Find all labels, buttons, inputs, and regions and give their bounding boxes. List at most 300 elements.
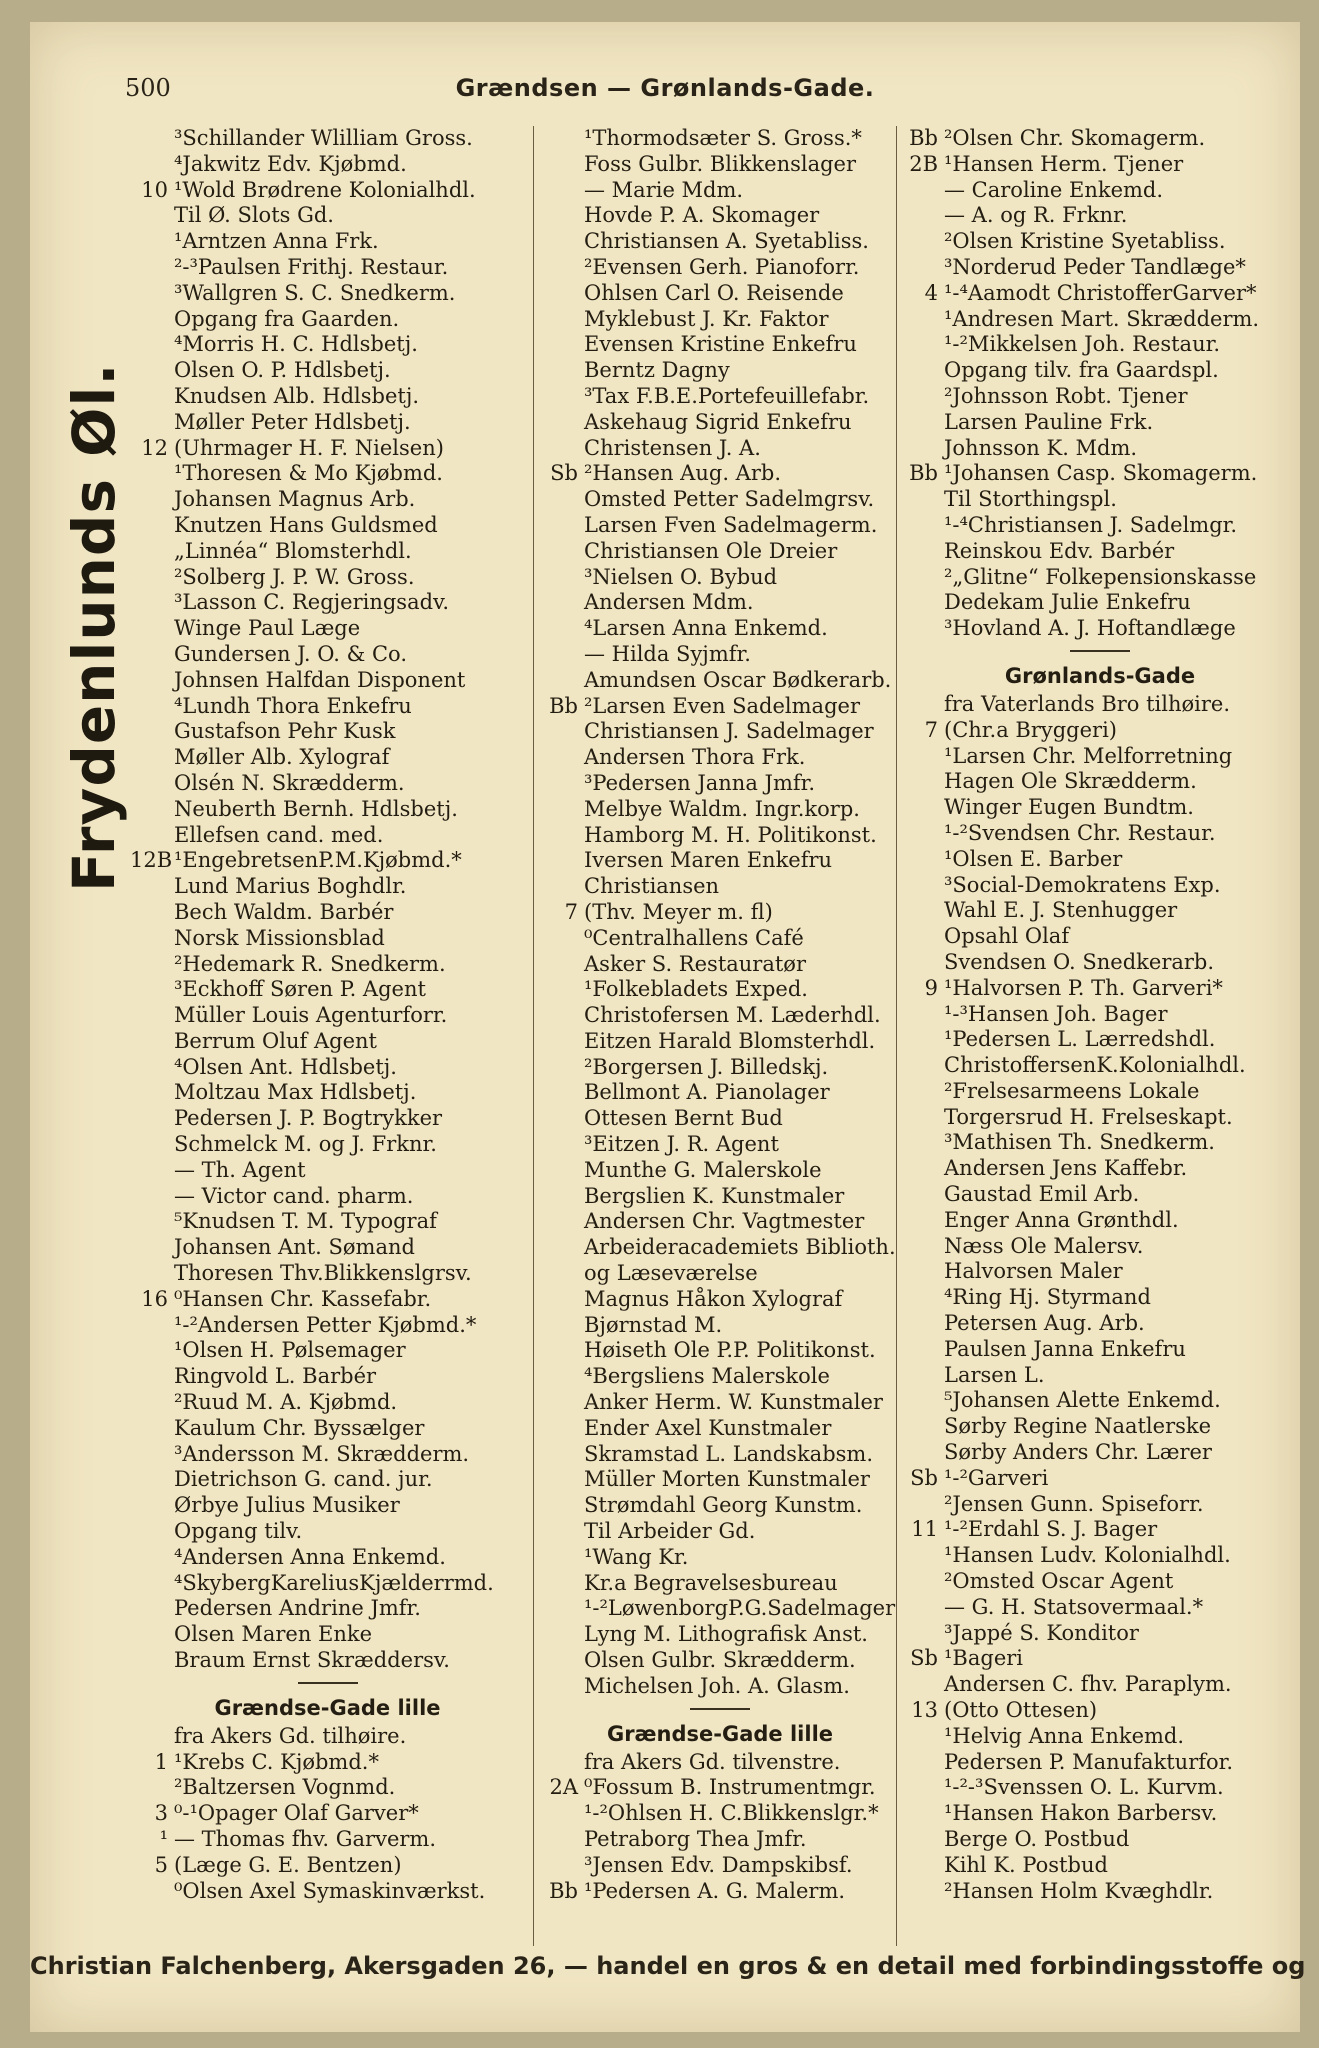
entry-text: Thoresen Thv.Blikkenslgrsv. — [174, 1261, 472, 1286]
section-divider — [298, 1682, 358, 1684]
directory-entry — [540, 1750, 900, 1776]
directory-entry — [540, 1519, 900, 1545]
directory-entry — [900, 1182, 1300, 1208]
directory-entry — [130, 1827, 525, 1853]
entry-text: ¹Andresen Mart. Skrædderm. — [944, 306, 1260, 331]
entry-text: ¹Krebs C. Kjøbmd.* — [174, 1749, 379, 1774]
directory-entry — [900, 487, 1300, 513]
entry-text: ¹Larsen Chr. Melforretning — [944, 743, 1233, 768]
directory-entry — [130, 1596, 525, 1622]
entry-text: ²Frelsesarmeens Lokale — [944, 1078, 1200, 1103]
directory-entry — [540, 1674, 900, 1700]
entry-text: ²Johnsson Robt. Tjener — [944, 383, 1188, 408]
entry-text: ⁵Johansen Alette Enkemd. — [944, 1388, 1221, 1413]
directory-entry — [130, 797, 525, 823]
entry-text: Müller Louis Agenturforr. — [174, 1003, 448, 1028]
directory-entry — [130, 1416, 525, 1442]
directory-entry — [900, 718, 1300, 744]
entry-text: (Otto Ottesen) — [944, 1698, 1098, 1723]
entry-text: Pedersen J. P. Bogtrykker — [174, 1106, 443, 1131]
house-number: 2A — [549, 1775, 578, 1800]
entry-text: ²Solberg J. P. W. Gross. — [174, 564, 415, 589]
house-number: Sb — [910, 1646, 938, 1671]
entry-text: ³Social-Demokratens Exp. — [944, 872, 1221, 897]
directory-entry — [540, 1879, 900, 1905]
directory-entry — [540, 874, 900, 900]
street-heading: Grændse-Gade lille — [214, 1695, 441, 1720]
entry-text: Johnsen Halfdan Disponent — [174, 667, 466, 692]
directory-entry — [130, 1648, 525, 1674]
entry-text: ¹Wang Kr. — [584, 1544, 689, 1569]
entry-text: Winger Eugen Bundtm. — [944, 795, 1194, 820]
directory-entry — [900, 1440, 1300, 1466]
entry-text: ³Mathisen Th. Snedkerm. — [944, 1130, 1215, 1155]
entry-text: Bech Waldm. Barbér — [174, 899, 394, 924]
directory-entry — [130, 1029, 525, 1055]
entry-text: ¹Helvig Anna Enkemd. — [944, 1723, 1185, 1748]
directory-entry — [900, 1311, 1300, 1337]
directory-entry — [130, 1158, 525, 1184]
house-number: 4 — [924, 280, 938, 305]
directory-entry — [900, 332, 1300, 358]
entry-text: ⁴Jakwitz Edv. Kjøbmd. — [174, 151, 407, 176]
directory-entry — [540, 719, 900, 745]
entry-text: ¹-²Andersen Petter Kjøbmd.* — [174, 1312, 477, 1337]
directory-entry — [540, 616, 900, 642]
directory-entry — [900, 1053, 1300, 1079]
directory-entry — [540, 1622, 900, 1648]
directory-entry — [540, 590, 900, 616]
house-number: Bb — [549, 693, 578, 718]
footer-advertisement: Christian Falchenberg, Akersgaden 26, — handel en gros & en detail med forbindingsstoffe og — [30, 1952, 1306, 1980]
directory-entry — [900, 1801, 1300, 1827]
entry-text: Berge O. Postbud — [944, 1827, 1130, 1851]
house-number: 2B — [909, 151, 938, 176]
directory-entry — [540, 668, 900, 694]
entry-text: Amundsen Oscar Bødkerarb. — [584, 667, 892, 692]
directory-entry — [130, 178, 525, 204]
directory-entry — [540, 694, 900, 720]
directory-entry — [130, 1775, 525, 1801]
entry-text: ¹Halvorsen P. Th. Garveri* — [944, 975, 1223, 1000]
directory-entry — [130, 152, 525, 178]
entry-text: ⁴Morris H. C. Hdlsbetj. — [174, 332, 418, 357]
directory-entry — [130, 1235, 525, 1261]
directory-entry — [900, 1079, 1300, 1105]
entry-text: ¹-²Erdahl S. J. Bager — [944, 1517, 1158, 1542]
entry-text: ²Hansen Aug. Arb. — [584, 461, 781, 486]
directory-entry — [540, 281, 900, 307]
directory-entry — [130, 1390, 525, 1416]
entry-text: ⁴Bergsliens Malerskole — [584, 1364, 830, 1389]
entry-text: Kihl K. Postbud — [944, 1852, 1108, 1877]
directory-entry — [130, 745, 525, 771]
entry-text: Til Storthingspl. — [944, 487, 1117, 512]
entry-text: Dietrichson G. cand. jur. — [174, 1467, 433, 1492]
directory-entry — [130, 1080, 525, 1106]
entry-text: Foss Gulbr. Blikkenslager — [584, 151, 857, 176]
entry-text: Christiansen Ole Dreier — [584, 538, 838, 563]
entry-text: Kr.a Begravelsesbureau — [584, 1570, 838, 1595]
entry-text: ¹-²Ohlsen H. C.Blikkenslgr.* — [584, 1801, 879, 1826]
entry-text: ³Tax F.B.E.Portefeuillefabr. — [584, 383, 870, 408]
entry-text: ¹Bageri — [944, 1646, 1023, 1671]
entry-text: Kaulum Chr. Byssælger — [174, 1415, 425, 1440]
entry-text: ³Eckhoff Søren P. Agent — [174, 977, 426, 1002]
column-2 — [540, 126, 900, 1946]
entry-text: Andersen Jens Kaffebr. — [944, 1156, 1188, 1181]
directory-entry — [900, 1672, 1300, 1698]
directory-entry — [130, 1571, 525, 1597]
directory-entry — [900, 307, 1300, 333]
house-number: 10 — [141, 177, 168, 202]
entry-text: Lyng M. Lithografisk Anst. — [584, 1622, 868, 1647]
entry-text: Bjørnstad M. — [584, 1312, 723, 1337]
entry-text: ⁴Lundh Thora Enkefru — [174, 693, 412, 718]
directory-entry — [900, 384, 1300, 410]
entry-text: ¹-²Mikkelsen Joh. Restaur. — [944, 332, 1220, 357]
entry-text: ¹Hansen Ludv. Kolonialhdl. — [944, 1543, 1231, 1568]
directory-entry — [540, 1364, 900, 1390]
directory-entry — [130, 977, 525, 1003]
directory-entry — [900, 436, 1300, 462]
directory-entry — [900, 1234, 1300, 1260]
entry-text: Andersen Chr. Vagtmester — [584, 1209, 865, 1234]
entry-text: Knutzen Hans Guldsmed — [174, 512, 438, 537]
entry-text: ²Ruud M. A. Kjøbmd. — [174, 1390, 398, 1415]
directory-entry — [130, 461, 525, 487]
directory-entry — [540, 229, 900, 255]
entry-text: — Marie Mdm. — [584, 177, 744, 202]
directory-entry — [130, 1724, 525, 1750]
directory-entry — [130, 513, 525, 539]
directory-entry — [130, 694, 525, 720]
entry-text: ²Borgersen J. Billedskj. — [584, 1054, 829, 1079]
directory-entry — [900, 924, 1300, 950]
directory-entry — [130, 952, 525, 978]
house-number: 3 — [154, 1801, 168, 1826]
directory-entry — [540, 745, 900, 771]
house-number: 12 — [141, 435, 168, 460]
column-divider — [533, 126, 534, 1946]
entry-text: Petersen Aug. Arb. — [944, 1311, 1145, 1336]
directory-entry — [900, 178, 1300, 204]
entry-text: (Thv. Meyer m. fl) — [584, 899, 773, 924]
directory-entry — [130, 332, 525, 358]
entry-text: Opsahl Olaf — [944, 924, 1070, 949]
directory-entry — [900, 1002, 1300, 1028]
entry-text: Petraborg Thea Jmfr. — [584, 1827, 807, 1851]
directory-entry — [540, 900, 900, 926]
entry-text: ¹Folkebladets Exped. — [584, 977, 808, 1002]
entry-text: Larsen Fven Sadelmagerm. — [584, 512, 878, 537]
entry-text: ²Baltzersen Vognmd. — [174, 1775, 396, 1800]
directory-entry — [130, 1132, 525, 1158]
entry-text: Næss Ole Malersv. — [944, 1233, 1144, 1258]
house-number: Bb — [909, 461, 938, 486]
directory-entry — [540, 1827, 900, 1853]
directory-entry — [130, 203, 525, 229]
directory-entry — [130, 1801, 525, 1827]
entry-text: Lund Marius Boghdlr. — [174, 874, 407, 899]
house-number: 1 — [154, 1749, 168, 1774]
directory-entry — [900, 1775, 1300, 1801]
entry-text: ²Evensen Gerh. Pianoforr. — [584, 254, 860, 279]
entry-text: Skramstad L. Landskabsm. — [584, 1441, 873, 1466]
entry-text: Christofersen M. Læderhdl. — [584, 1003, 881, 1028]
entry-text: Myklebust J. Kr. Faktor — [584, 306, 829, 331]
directory-entry — [130, 1287, 525, 1313]
section-divider — [690, 1708, 750, 1710]
entry-text: Omsted Petter Sadelmgrsv. — [584, 487, 875, 512]
entry-text: ³Pedersen Janna Jmfr. — [584, 770, 816, 795]
directory-entry — [130, 848, 525, 874]
entry-text: ¹-²-³Svenssen O. L. Kurvm. — [944, 1775, 1224, 1800]
directory-entry — [900, 203, 1300, 229]
directory-entry — [540, 126, 900, 152]
directory-entry — [540, 1467, 900, 1493]
entry-text: ¹-²LøwenborgP.G.Sadelmager — [584, 1596, 896, 1621]
directory-entry — [130, 1261, 525, 1287]
directory-entry — [900, 1363, 1300, 1389]
house-number: 7 — [564, 899, 578, 924]
entry-text: Christiansen J. Sadelmager — [584, 719, 874, 744]
entry-text: ²Hedemark R. Snedkerm. — [174, 951, 446, 976]
directory-entry — [900, 1388, 1300, 1414]
directory-entry — [900, 1879, 1300, 1905]
directory-entry — [900, 565, 1300, 591]
directory-entry — [900, 539, 1300, 565]
entry-text: Sørby Anders Chr. Lærer — [944, 1440, 1212, 1465]
entry-text: Anker Herm. W. Kunstmaler — [584, 1390, 883, 1415]
directory-entry — [900, 255, 1300, 281]
house-number: 9 — [924, 975, 938, 1000]
entry-text: Munthe G. Malerskole — [584, 1157, 822, 1182]
directory-entry — [540, 1132, 900, 1158]
entry-text: Enger Anna Grønthdl. — [944, 1207, 1179, 1232]
entry-text: Møller Alb. Xylograf — [174, 745, 390, 770]
entry-text: ³Hovland A. J. Hoftandlæge — [944, 616, 1236, 641]
directory-entry — [900, 847, 1300, 873]
section-divider — [1070, 650, 1130, 652]
directory-entry — [540, 1801, 900, 1827]
directory-entry — [130, 307, 525, 333]
entry-text: ¹Hansen Hakon Barbersv. — [944, 1801, 1218, 1826]
directory-entry — [900, 1724, 1300, 1750]
directory-page — [30, 22, 1306, 2032]
entry-text: Ørbye Julius Musiker — [174, 1493, 400, 1518]
entry-text: ¹Pedersen L. Lærredshdl. — [944, 1027, 1216, 1052]
entry-text: og Læseværelse — [584, 1261, 758, 1286]
entry-text: ²Jensen Gunn. Spiseforr. — [944, 1491, 1204, 1516]
column-1 — [130, 126, 525, 1946]
entry-text: ³Schillander Wlilliam Gross. — [174, 126, 473, 150]
entry-text: ¹Thormodsæter S. Gross.* — [584, 126, 862, 150]
entry-text: ⁰Hansen Chr. Kassefabr. — [174, 1286, 432, 1311]
entry-text: Torgersrud H. Frelseskapt. — [944, 1104, 1233, 1129]
directory-entry — [900, 1492, 1300, 1518]
entry-text: ⁰Fossum B. Instrumentmgr. — [584, 1775, 876, 1800]
entry-text: — A. og R. Frknr. — [944, 203, 1128, 228]
directory-entry — [540, 1442, 900, 1468]
directory-entry — [540, 255, 900, 281]
entry-text: ¹Arntzen Anna Frk. — [174, 229, 379, 254]
entry-text: (Uhrmager H. F. Nielsen) — [174, 435, 444, 460]
directory-entry — [540, 1416, 900, 1442]
directory-entry — [900, 1208, 1300, 1234]
entry-text: Olsen O. P. Hdlsbetj. — [174, 358, 391, 383]
directory-entry — [900, 821, 1300, 847]
directory-entry — [130, 823, 525, 849]
directory-entry — [900, 461, 1300, 487]
entry-text: ¹Olsen H. Pølsemager — [174, 1338, 406, 1363]
entry-text: Arbeideracademiets Biblioth. — [584, 1235, 896, 1260]
entry-text: Braum Ernst Skræddersv. — [174, 1648, 450, 1673]
entry-text: ¹Thoresen & Mo Kjøbmd. — [174, 461, 443, 486]
directory-entry — [130, 487, 525, 513]
entry-text: Gaustad Emil Arb. — [944, 1182, 1140, 1207]
entry-text: Svendsen O. Snedkerarb. — [944, 949, 1215, 974]
entry-text: Schmelck M. og J. Frknr. — [174, 1132, 437, 1157]
entry-text: Paulsen Janna Enkefru — [944, 1336, 1186, 1361]
entry-text: Andersen Mdm. — [584, 590, 754, 615]
entry-text: fra Vaterlands Bro tilhøire. — [944, 691, 1231, 716]
directory-entry — [540, 1493, 900, 1519]
entry-text: Hamborg M. H. Politikonst. — [584, 822, 877, 847]
entry-text: Evensen Kristine Enkefru — [584, 332, 857, 357]
entry-text: ²Olsen Kristine Syetabliss. — [944, 229, 1226, 254]
entry-text: (Læge G. E. Bentzen) — [174, 1852, 402, 1877]
directory-entry — [540, 1055, 900, 1081]
entry-text: ¹EngebretsenP.M.Kjøbmd.* — [174, 848, 462, 873]
entry-text: Møller Peter Hdlsbetj. — [174, 409, 411, 434]
directory-entry — [540, 384, 900, 410]
directory-entry — [540, 358, 900, 384]
house-number: ¹ — [159, 1827, 168, 1851]
house-number: 7 — [924, 717, 938, 742]
directory-entry — [540, 823, 900, 849]
directory-entry — [900, 1750, 1300, 1776]
house-number: Sb — [550, 461, 578, 486]
entry-text: ²„Glitne“ Folkepensionskasse — [944, 564, 1257, 589]
entry-text: Til Ø. Slots Gd. — [174, 203, 334, 228]
directory-entry — [900, 410, 1300, 436]
entry-text: Larsen Pauline Frk. — [944, 409, 1154, 434]
directory-entry — [900, 358, 1300, 384]
entry-text: Michelsen Joh. A. Glasm. — [584, 1673, 850, 1698]
directory-entry — [540, 1287, 900, 1313]
entry-text: ³Andersson M. Skrædderm. — [174, 1441, 470, 1466]
directory-entry — [900, 126, 1300, 152]
entry-text: ³Wallgren S. C. Snedkerm. — [174, 280, 456, 305]
entry-text: Gustafson Pehr Kusk — [174, 719, 396, 744]
entry-text: fra Akers Gd. tilvenstre. — [584, 1749, 841, 1774]
entry-text: Andersen Thora Frk. — [584, 745, 806, 770]
directory-entry — [130, 874, 525, 900]
entry-text: ²Hansen Holm Kvæghdlr. — [944, 1878, 1214, 1903]
entry-text: Sørby Regine Naatlerske — [944, 1414, 1212, 1439]
directory-entry — [130, 719, 525, 745]
entry-text: ¹Wold Brødrene Kolonialhdl. — [174, 177, 476, 202]
directory-entry — [130, 900, 525, 926]
entry-text: ²Larsen Even Sadelmager — [584, 693, 860, 718]
entry-text: ¹Olsen E. Barber — [944, 846, 1123, 871]
directory-entry — [130, 126, 525, 152]
entry-text: ¹-²Garveri — [944, 1465, 1049, 1490]
directory-entry — [130, 281, 525, 307]
entry-text: — G. H. Statsovermaal.* — [944, 1594, 1204, 1619]
directory-entry — [540, 178, 900, 204]
entry-text: ⁰Centralhallens Café — [584, 925, 804, 950]
side-advertisement: Frydenlunds Øl. — [60, 362, 128, 892]
directory-entry — [130, 565, 525, 591]
entry-text: Olsén N. Skrædderm. — [174, 770, 405, 795]
directory-entry — [540, 513, 900, 539]
directory-entry — [900, 1621, 1300, 1647]
directory-entry — [130, 1364, 525, 1390]
running-title: Grændsen — Grønlands-Gade. — [455, 74, 875, 102]
directory-entry — [130, 255, 525, 281]
entry-text: Halvorsen Maler — [944, 1259, 1123, 1284]
entry-text: ³Lasson C. Regjeringsadv. — [174, 590, 450, 615]
directory-entry — [900, 795, 1300, 821]
entry-text: ¹Hansen Herm. Tjener — [944, 151, 1184, 176]
directory-entry — [900, 1827, 1300, 1853]
house-number: Bb — [909, 126, 938, 150]
directory-entry — [540, 539, 900, 565]
directory-entry — [540, 952, 900, 978]
entry-text: Melbye Waldm. Ingr.korp. — [584, 796, 860, 821]
directory-entry — [540, 1235, 900, 1261]
entry-text: Opgang fra Gaarden. — [174, 306, 400, 331]
directory-entry — [540, 1390, 900, 1416]
entry-text: ³Jappé S. Konditor — [944, 1620, 1139, 1645]
entry-text: ⁰Olsen Axel Symaskinværkst. — [174, 1878, 486, 1903]
entry-text: ⁴Olsen Ant. Hdlsbetj. — [174, 1054, 397, 1079]
directory-entry — [540, 461, 900, 487]
entry-text: Norsk Missionsblad — [174, 925, 385, 950]
entry-text: Neuberth Bernh. Hdlsbetj. — [174, 796, 458, 821]
entry-text: Olsen Maren Enke — [174, 1622, 373, 1647]
entry-text: Winge Paul Læge — [174, 616, 361, 641]
directory-entry — [540, 487, 900, 513]
entry-text: Wahl E. J. Stenhugger — [944, 898, 1178, 923]
directory-entry — [540, 1313, 900, 1339]
directory-entry — [130, 616, 525, 642]
directory-entry — [540, 307, 900, 333]
directory-entry — [900, 950, 1300, 976]
page-number: 500 — [125, 74, 171, 102]
directory-entry — [900, 1337, 1300, 1363]
entry-text: Hovde P. A. Skomager — [584, 203, 820, 228]
entry-text: ¹-⁴Christiansen J. Sadelmgr. — [944, 512, 1238, 537]
directory-entry — [900, 692, 1300, 718]
directory-entry — [540, 410, 900, 436]
house-number: 11 — [911, 1517, 938, 1542]
entry-text: Ellefsen cand. med. — [174, 822, 384, 847]
entry-text: Johnsson K. Mdm. — [944, 435, 1138, 460]
entry-text: ¹Pedersen A. G. Malerm. — [584, 1878, 846, 1903]
house-number: Sb — [910, 1465, 938, 1490]
entry-text: Ringvold L. Barbér — [174, 1364, 377, 1389]
directory-entry — [900, 976, 1300, 1002]
entry-text: Opgang tilv. — [174, 1519, 303, 1544]
entry-text: ⁰-¹Opager Olaf Garver* — [174, 1801, 419, 1826]
directory-entry — [540, 1338, 900, 1364]
entry-text: Johansen Ant. Sømand — [174, 1235, 415, 1260]
entry-text: Olsen Gulbr. Skrædderm. — [584, 1648, 856, 1673]
directory-entry — [900, 513, 1300, 539]
